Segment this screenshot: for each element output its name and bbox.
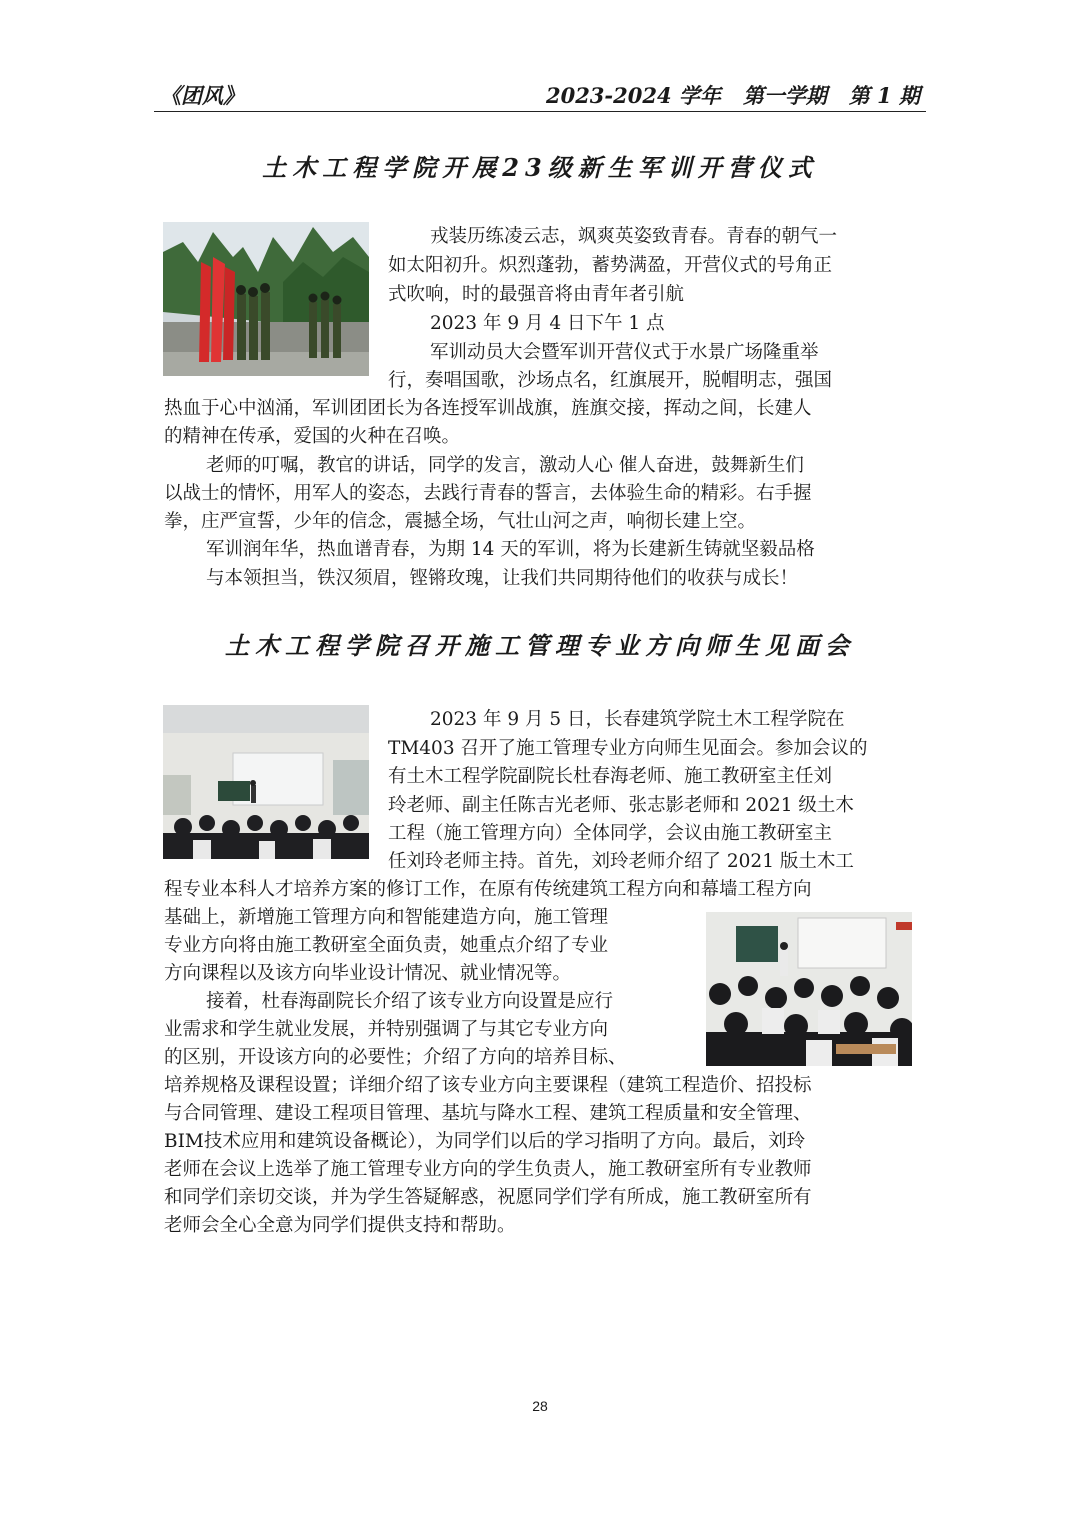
lecture-audience-photo: [706, 912, 912, 1066]
article-2-line: 2023 年 9 月 5 日，长春建筑学院土木工程学院在: [430, 709, 845, 730]
article-2-line: 专业方向将由施工教研室全面负责，她重点介绍了专业: [164, 935, 609, 956]
article-2-line: TM403 召开了施工管理专业方向师生见面会。参加会议的: [388, 738, 868, 759]
article-1-line: 的精神在传承，爱国的火种在召唤。: [164, 426, 461, 447]
article-2-line: 方向课程以及该方向毕业设计情况、就业情况等。: [164, 963, 572, 984]
classroom-meeting-photo: [163, 705, 369, 859]
article-2-line: 有土木工程学院副院长杜春海老师、施工教研室主任刘: [388, 766, 833, 787]
article-2-line: 老师在会议上选举了施工管理专业方向的学生负责人，施工教研室所有专业教师: [164, 1159, 812, 1180]
article-2-line: 与合同管理、建设工程项目管理、基坑与降水工程、建筑工程质量和安全管理、: [164, 1103, 812, 1124]
article-1-line: 老师的叮嘱，教官的讲话，同学的发言，激动人心 催人奋进，鼓舞新生们: [206, 455, 804, 476]
issue-info: 2023-2024 学年 第一学期 第 1 期: [545, 83, 920, 108]
article-1-line: 拳，庄严宣誓，少年的信念，震撼全场，气壮山河之声，响彻长建上空。: [164, 511, 757, 532]
article-1-line: 军训动员大会暨军训开营仪式于水景广场隆重举: [430, 342, 819, 363]
article-2-line: 培养规格及课程设置；详细介绍了该专业方向主要课程（建筑工程造价、招投标: [164, 1075, 812, 1096]
article-2-line: 接着，杜春海副院长介绍了该专业方向设置是应行: [206, 991, 614, 1012]
article-1-line: 热血于心中汹涌，军训团团长为各连授军训战旗，旌旗交接，挥动之间，长建人: [164, 398, 812, 419]
page-number: 28: [532, 1398, 548, 1414]
article-1-title: 土木工程学院开展23级新生军训开营仪式: [262, 153, 818, 182]
article-1-line: 与本领担当，铁汉须眉，铿锵玫瑰，让我们共同期待他们的收获与成长！: [206, 568, 799, 589]
article-2-line: 玲老师、副主任陈吉光老师、张志影老师和 2021 级土木: [388, 795, 854, 816]
article-1-line: 如太阳初升。炽烈蓬勃，蓄势满盈，开营仪式的号角正: [388, 255, 833, 276]
article-1-line: 戎装历练凌云志，飒爽英姿致青春。青春的朝气一: [430, 226, 838, 247]
article-1-line: 以战士的情怀，用军人的姿态，去践行青春的誓言，去体验生命的精彩。右手握: [164, 483, 812, 504]
article-2-line: 业需求和学生就业发展，并特别强调了与其它专业方向: [164, 1019, 609, 1040]
article-2-line: 的区别，开设该方向的必要性；介绍了方向的培养目标、: [164, 1047, 627, 1068]
article-2-line: 老师会全心全意为同学们提供支持和帮助。: [164, 1215, 516, 1236]
article-2-line: 基础上，新增施工管理方向和智能建造方向，施工管理: [164, 907, 609, 928]
article-2-line: 程专业本科人才培养方案的修订工作，在原有传统建筑工程方向和幕墙工程方向: [164, 879, 812, 900]
header-rule: [154, 111, 926, 112]
journal-name: 《团风》: [160, 83, 244, 108]
article-1-line: 军训润年华，热血谱青春，为期 14 天的军训，将为长建新生铸就坚毅品格: [206, 539, 815, 560]
article-2-title: 土木工程学院召开施工管理专业方向师生见面会: [225, 631, 855, 660]
article-1-line: 式吹响，时的最强音将由青年者引航: [388, 284, 685, 305]
article-2-line: 和同学们亲切交谈，并为学生答疑解惑，祝愿同学们学有所成，施工教研室所有: [164, 1187, 812, 1208]
article-1-line: 2023 年 9 月 4 日下午 1 点: [430, 313, 665, 334]
article-2-line: BIM技术应用和建筑设备概论），为同学们以后的学习指明了方向。最后，刘玲: [164, 1131, 806, 1152]
article-2-line: 任刘玲老师主持。首先，刘玲老师介绍了 2021 版土木工: [388, 851, 854, 872]
article-2-line: 工程（施工管理方向）全体同学，会议由施工教研室主: [388, 823, 833, 844]
article-1-line: 行，奏唱国歌，沙场点名，红旗展开，脱帽明志，强国: [388, 370, 833, 391]
military-training-photo: [163, 222, 369, 376]
